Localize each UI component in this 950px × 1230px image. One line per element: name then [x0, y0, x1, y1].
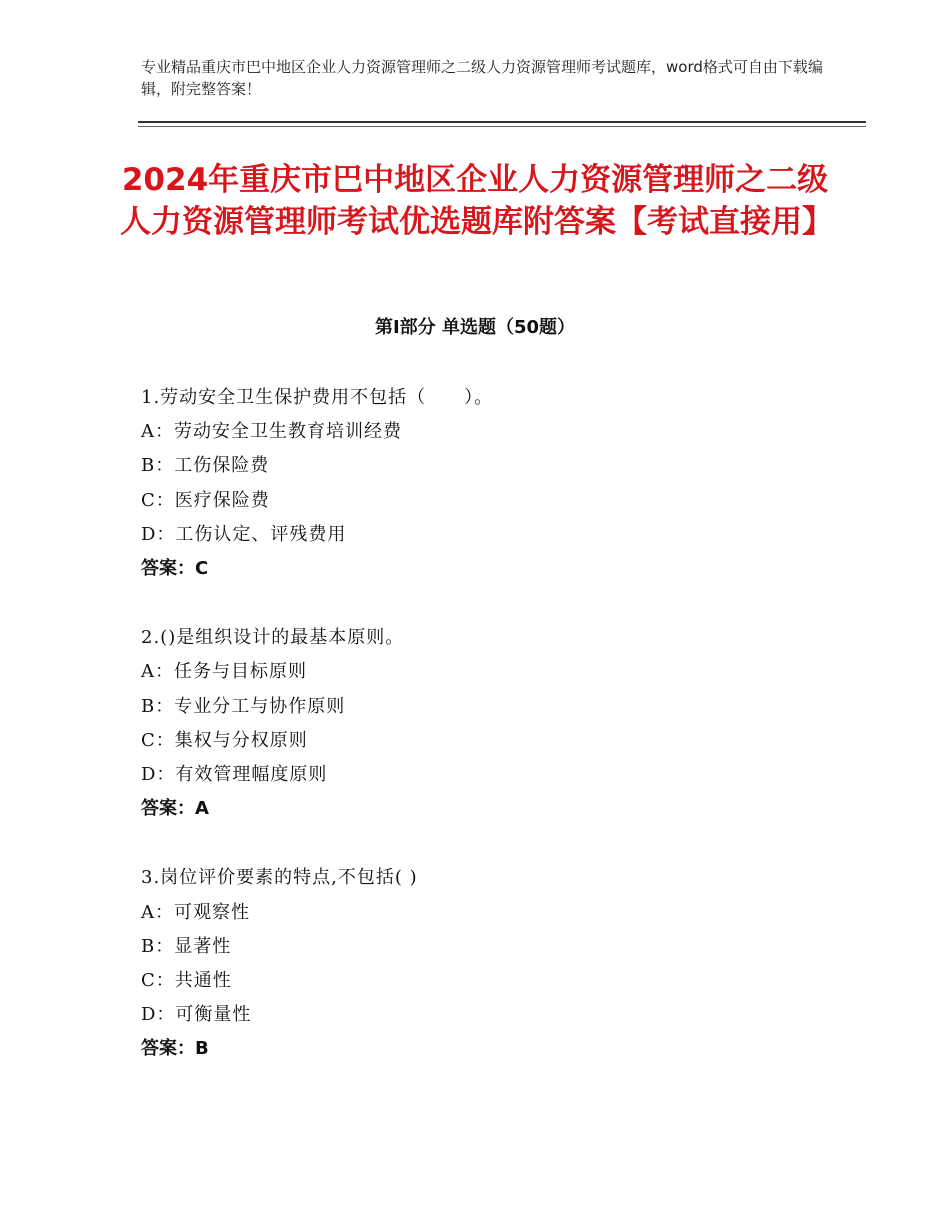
- option-a: A：可观察性: [141, 901, 250, 923]
- option-b: B：专业分工与协作原则: [141, 695, 346, 717]
- question-item: [141, 381, 841, 586]
- answer: 答案：C: [141, 558, 209, 580]
- option-c: C：集权与分权原则: [141, 729, 308, 751]
- option-b: B：工伤保险费: [141, 455, 270, 477]
- document-title: 2024年重庆市巴中地区企业人力资源管理师之二级人力资源管理师考试优选题库附答案【考试直接用】: [120, 162, 833, 240]
- option-c: C：共通性: [141, 970, 232, 992]
- option-d: D：工伤认定、评残费用: [141, 523, 347, 545]
- question-list: [141, 381, 841, 1102]
- header-divider-thin: [138, 126, 866, 127]
- question-stem: 3.岗位评价要素的特点,不包括( ): [141, 867, 418, 889]
- question-item: [141, 861, 841, 1066]
- option-c: C：医疗保险费: [141, 489, 270, 511]
- section-heading: 第Ⅰ部分 单选题（50题）: [374, 317, 575, 338]
- question-stem: 2.()是组织设计的最基本原则。: [141, 627, 405, 649]
- option-a: A：任务与目标原则: [141, 661, 307, 683]
- header-note: 专业精品重庆市巴中地区企业人力资源管理师之二级人力资源管理师考试题库，word格式可自由下载编辑，附完整答案！: [141, 58, 823, 98]
- answer: 答案：B: [141, 1038, 209, 1060]
- answer: 答案：A: [141, 798, 209, 820]
- question-stem: 1.劳动安全卫生保护费用不包括（ ）。: [141, 387, 494, 408]
- option-a: A：劳动安全卫生教育培训经费: [141, 421, 402, 443]
- question-item: [141, 621, 841, 826]
- header-divider-thick: [138, 121, 866, 123]
- option-b: B：显著性: [141, 935, 232, 957]
- option-d: D：有效管理幅度原则: [141, 764, 328, 786]
- option-d: D：可衡量性: [141, 1004, 252, 1026]
